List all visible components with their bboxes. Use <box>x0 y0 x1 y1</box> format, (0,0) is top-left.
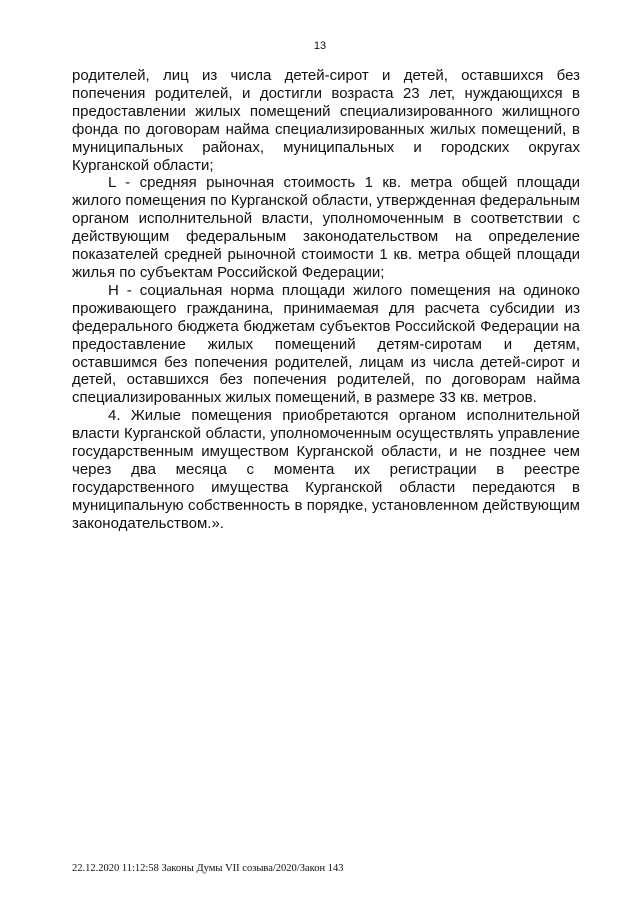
paragraph-definition-l: L - средняя рыночная стоимость 1 кв. метра общей площади жилого помещения по Курганской области, утвержденная федеральным органом исполнительной власти, уполномоченным в соответствии с действующим федеральным законодательством на определение показателей средней рыночной стоимости 1 кв. метра общей площади жилья по субъектам Российской Федерации; <box>72 174 580 281</box>
paragraph-continuation: родителей, лиц из числа детей-сирот и детей, оставшихся без попечения родителей, и достигли возраста 23 лет, нуждающихся в предоставлении жилых помещений специализированного жилищного фонда по договорам найма специализированных жилых помещений, в муниципальных районах, муниципальных и городских округах Курганской области; <box>72 67 580 174</box>
footer-stamp: 22.12.2020 11:12:58 Законы Думы VII созыва/2020/Закон 143 <box>72 863 344 874</box>
document-body <box>72 67 580 533</box>
page-number: 13 <box>313 40 327 52</box>
paragraph-item-4: 4. Жилые помещения приобретаются органом исполнительной власти Курганской области, уполномоченным осуществлять управление государственным имуществом Курганской области, и не позднее чем через два месяца с момента их регистрации в реестре государственного имущества Курганской области передаются в муниципальную собственность в порядке, установленном действующим законодательством.». <box>72 407 580 532</box>
paragraph-definition-n: Н - социальная норма площади жилого помещения на одиноко проживающего гражданина, принимаемая для расчета субсидии из федерального бюджета бюджетам субъектов Российской Федерации на предоставление жилых помещений детям-сиротам и детям, оставшимся без попечения родителей, лицам из числа детей-сирот и детей, оставшихся без попечения родителей, по договорам найма специализированных жилых помещений, в размере 33 кв. метров. <box>72 281 580 407</box>
